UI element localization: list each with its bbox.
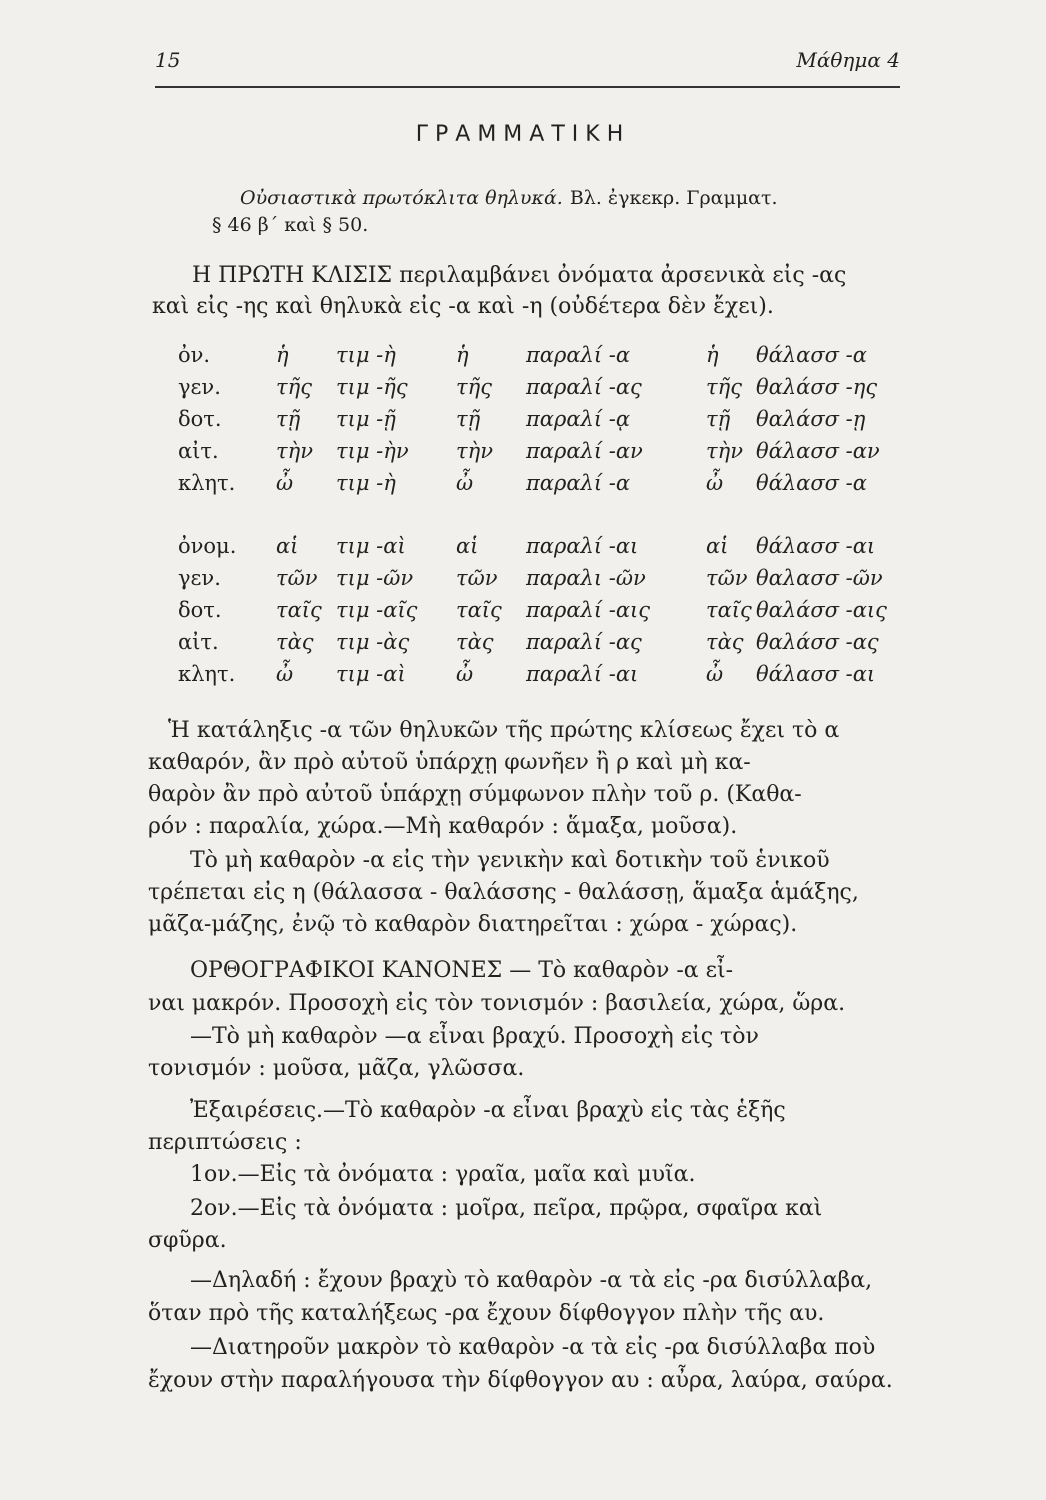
singular-article: τῇ	[276, 407, 301, 431]
plural-article: τῶν	[456, 566, 498, 590]
singular-case: κλητ.	[178, 471, 236, 495]
singular-article: τῇ	[456, 407, 481, 431]
singular-sea-noun: θαλάσσ -ῃ	[756, 407, 866, 431]
singular-article: τῆς	[276, 375, 312, 399]
rules-line: 1ον.—Εἰς τὰ ὀνόματα : γραῖα, μαῖα καὶ μυῖα.	[190, 1162, 696, 1187]
singular-time-noun: τιμ -ὴν	[336, 439, 409, 463]
rules-line: τονισμόν : μοῦσα, μᾶζα, γλῶσσα.	[148, 1056, 525, 1081]
para1-line: Ἡ κατάληξις -α τῶν θηλυκῶν τῆς πρώτης κλίσεως ἔχει τὸ α	[168, 718, 840, 743]
singular-time-noun: τιμ -ὴ	[336, 471, 396, 495]
reference-topic: Οὐσιαστικὰ πρωτόκλιτα θηλυκά.	[240, 187, 563, 209]
plural-coast-noun: παραλι -ῶν	[526, 566, 646, 590]
page-number: 15	[155, 48, 181, 72]
singular-coast-noun: παραλί -ᾳ	[526, 407, 631, 431]
plural-article: ταῖς	[456, 598, 502, 622]
rules-line: ἔχουν στὴν παραλήγουσα τὴν δίφθογγον αυ : αὖρα, λαύρα, σαύρα.	[148, 1368, 893, 1393]
plural-coast-noun: παραλί -αις	[526, 598, 651, 622]
singular-time-noun: τιμ -ῆς	[336, 375, 408, 399]
plural-time-noun: τιμ -ὰς	[336, 630, 410, 654]
singular-time-noun: τιμ -ῇ	[336, 407, 396, 431]
singular-sea-noun: θάλασσ -α	[756, 471, 867, 495]
plural-time-noun: τιμ -ῶν	[336, 566, 414, 590]
plural-coast-noun: παραλί -αι	[526, 662, 639, 686]
rules-line: περιπτώσεις :	[148, 1130, 302, 1155]
para1-line: καθαρόν, ἂν πρὸ αὐτοῦ ὑπάρχῃ φωνῆεν ἢ ρ καὶ μὴ κα-	[148, 750, 751, 775]
plural-case: ὀνομ.	[178, 534, 237, 558]
plural-sea-noun: θάλασσ -αι	[756, 662, 876, 686]
para2-line: Τὸ μὴ καθαρὸν -α εἰς τὴν γενικὴν καὶ δοτικὴν τοῦ ἑνικοῦ	[190, 848, 830, 873]
reference-line-2: § 46 β΄ καὶ § 50.	[212, 214, 369, 236]
plural-sea-noun: θαλασσ -ῶν	[756, 566, 883, 590]
singular-coast-noun: παραλί -α	[526, 343, 631, 367]
singular-article: ὦ	[706, 471, 724, 495]
plural-coast-noun: παραλί -αι	[526, 534, 639, 558]
plural-article: τῶν	[276, 566, 318, 590]
para1-line: ρόν : παραλία, χώρα.—Μὴ καθαρόν : ἅμαξα, μοῦσα).	[148, 814, 738, 839]
singular-sea-noun: θάλασσ -αν	[756, 439, 880, 463]
rules-line: ναι μακρόν. Προσοχὴ εἰς τὸν τονισμόν : βασιλεία, χώρα, ὥρα.	[148, 991, 846, 1016]
plural-article: ταῖς	[706, 598, 752, 622]
plural-sea-noun: θαλάσσ -αις	[756, 598, 887, 622]
intro-line-2: καὶ εἰς -ης καὶ θηλυκὰ εἰς -α καὶ -η (οὐδέτερα δὲν ἔχει).	[152, 294, 774, 319]
singular-time-noun: τιμ -ὴ	[336, 343, 396, 367]
plural-article: ὦ	[276, 662, 294, 686]
plural-coast-noun: παραλί -ας	[526, 630, 642, 654]
reference-source: Βλ. ἐγκεκρ. Γραμματ.	[569, 187, 778, 209]
singular-article: τῆς	[456, 375, 492, 399]
plural-time-noun: τιμ -αὶ	[336, 534, 406, 558]
plural-case: αἰτ.	[178, 630, 219, 654]
singular-case: αἰτ.	[178, 439, 219, 463]
singular-case: γεν.	[178, 375, 221, 399]
page-title: ΓΡΑΜΜΑΤΙΚΗ	[415, 122, 631, 147]
singular-article: τῇ	[706, 407, 731, 431]
singular-article: τὴν	[276, 439, 313, 463]
singular-article: τῆς	[706, 375, 742, 399]
plural-sea-noun: θάλασσ -αι	[756, 534, 876, 558]
lesson-label: Μάθημα 4	[796, 48, 900, 72]
para2-line: τρέπεται εἰς η (θάλασσα - θαλάσσης - θαλάσσῃ, ἅμαξα ἁμάξης,	[148, 880, 859, 905]
plural-article: αἱ	[276, 534, 299, 558]
rules-line: —Διατηροῦν μακρὸν τὸ καθαρὸν -α τὰ εἰς -ρα δισύλλαβα ποὺ	[190, 1335, 876, 1360]
plural-article: τὰς	[706, 630, 744, 654]
singular-article: τὴν	[456, 439, 493, 463]
singular-sea-noun: θαλάσσ -ης	[756, 375, 878, 399]
rules-line: ΟΡΘΟΓΡΑΦΙΚΟΙ ΚΑΝΟΝΕΣ — Τὸ καθαρὸν -α εἶ-	[190, 958, 734, 983]
para1-line: θαρὸν ἂν πρὸ αὐτοῦ ὑπάρχῃ σύμφωνον πλὴν τοῦ ρ. (Καθα-	[148, 782, 802, 807]
plural-sea-noun: θαλάσσ -ας	[756, 630, 879, 654]
singular-article: τὴν	[706, 439, 743, 463]
rules-line: 2ον.—Εἰς τὰ ὀνόματα : μοῖρα, πεῖρα, πρῷρα, σφαῖρα καὶ	[190, 1196, 823, 1221]
singular-article: ἡ	[706, 343, 719, 367]
singular-coast-noun: παραλί -α	[526, 471, 631, 495]
plural-time-noun: τιμ -αὶ	[336, 662, 406, 686]
rules-line: ὅταν πρὸ τῆς καταλήξεως -ρα ἔχουν δίφθογγον πλὴν τῆς αυ.	[148, 1301, 825, 1326]
singular-article: ὦ	[456, 471, 474, 495]
para2-line: μᾶζα-μάζης, ἐνῷ τὸ καθαρὸν διατηρεῖται : χώρα - χώρας).	[148, 912, 798, 937]
rules-line: —Τὸ μὴ καθαρὸν —α εἶναι βραχύ. Προσοχὴ εἰς τὸν	[190, 1024, 759, 1049]
plural-article: τὰς	[276, 630, 314, 654]
singular-article: ἡ	[276, 343, 289, 367]
plural-article: αἱ	[456, 534, 479, 558]
plural-article: τῶν	[706, 566, 748, 590]
plural-case: κλητ.	[178, 662, 236, 686]
rules-line: —Δηλαδή : ἔχουν βραχὺ τὸ καθαρὸν -α τὰ εἰς -ρα δισύλλαβα,	[190, 1268, 873, 1293]
plural-time-noun: τιμ -αῖς	[336, 598, 418, 622]
singular-coast-noun: παραλί -ας	[526, 375, 642, 399]
plural-article: τὰς	[456, 630, 494, 654]
plural-case: γεν.	[178, 566, 221, 590]
plural-article: ταῖς	[276, 598, 322, 622]
plural-case: δοτ.	[178, 598, 222, 622]
page-header	[155, 46, 900, 88]
rules-line: σφῦρα.	[148, 1228, 227, 1253]
plural-article: ὦ	[706, 662, 724, 686]
singular-article: ἡ	[456, 343, 469, 367]
singular-case: δοτ.	[178, 407, 222, 431]
singular-coast-noun: παραλί -αν	[526, 439, 643, 463]
singular-case: ὀν.	[178, 343, 211, 367]
rules-line: Ἐξαιρέσεις.—Τὸ καθαρὸν -α εἶναι βραχὺ εἰς τὰς ἑξῆς	[190, 1098, 786, 1123]
plural-article: ὦ	[456, 662, 474, 686]
reference-line-1	[240, 185, 778, 210]
plural-article: αἱ	[706, 534, 729, 558]
singular-article: ὦ	[276, 471, 294, 495]
singular-sea-noun: θάλασσ -α	[756, 343, 867, 367]
intro-line-1: Η ΠΡΩΤΗ ΚΛΙΣΙΣ περιλαμβάνει ὀνόματα ἀρσενικὰ εἰς -ας	[192, 263, 847, 288]
